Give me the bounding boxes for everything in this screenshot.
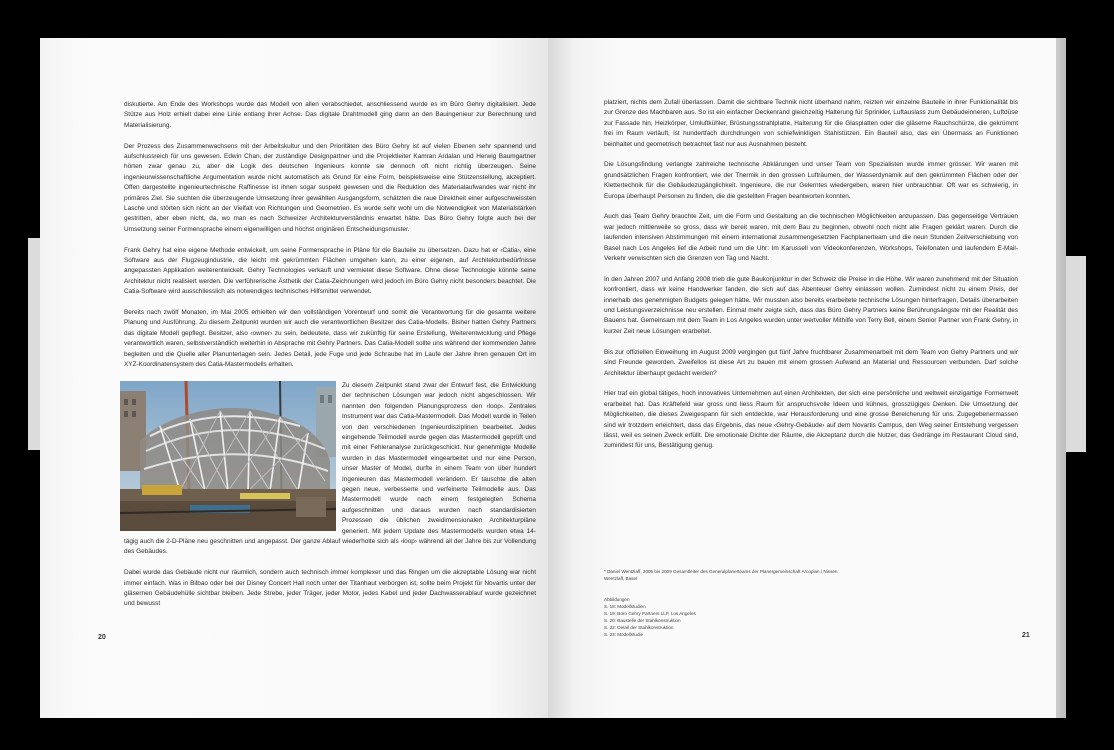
- paragraph: In den Jahren 2007 und Anfang 2008 trieb die gute Baukonjunktur in der Schweiz die Preise in die Höhe. Wir waren zunehmend mit der Situation konfrontiert, dass wir keine Handwerker fanden, die sich auf das Abenteuer Gehry einlassen wollen. Zumindest nicht zu einem Preis, der innerhalb des genehmigten Budgets gelegen hätte. Wir mussten also bereits erarbeitete technische Lösungen hinterfragen, Details überarbeiten und Leistungsverzeichnisse neu erstellen. Einmal mehr zeigte sich, dass das Büro Gehry Partners keine Berührungsängste mit der Realität des Bauens hat. Gemeinsam mit dem Team in Los Angeles wurden unter wertvoller Mithilfe von Terry Bell, einem Senior Partner von Frank Gehry, in kurzer Zeit neue Lösungen erarbeitet.: [604, 275, 1018, 335]
- paragraph: Zu diesem Zeitpunkt stand zwar der Entwurf fest, die Entwicklung der technischen Lösungen war jedoch nicht abgeschlossen. Wir nannten den folgenden Planungsprozess den ‹loop›. Zentrales Instrument war das Catia-Mastermodell. Das Modell wurde in Teilen von den verschiedenen Ingenieurdisziplinen bearbeitet. Jedes eingehende Teilmodell wurde gegen das Mastermodell geprüft und mit einer Fehleranalyse zurückgeschickt. Nur genehmigte Modelle wurden in das Mastermodell eingearbeitet und nur eine Person, unser Master of Model, durfte in einem Team von über hundert Ingenieuren das Mastermodell verändern. Er tauschte die alten gegen neue, verbesserte und verfeinerte Teilmodelle aus. Das Mastermodell wurde nach einem festgelegten Schema aufgeschnitten und daraus wurden nach standardisierten Prozessen die üblichen zweidimensionalen Architekturpläne generiert. Mit jedem Update des Mastermodells wurden etwa 14-tägig auch die 2-D-Pläne neu geschnitten und angepasst. Der ganze Ablauf wiederholte sich als ‹loop› während all der Jahre bis zur Vollendung des Gebäudes.: [124, 381, 536, 556]
- page-number-left: 20: [98, 634, 106, 641]
- right-page-edge: [1066, 256, 1086, 452]
- paragraph: Der Prozess des Zusammenwachsens mit der Arbeitskultur und den Prioritäten des Büro Gehry ist auf vielen Ebenen sehr spannend und aufschlussreich für uns gewesen. Edwin Chan, der zuständige Designpartner und die Projektleiter Kamran Ardalan und Herwig Baumgartner hörten zwar genau zu, aber die Logik des deutschen Ingenieurs konnte sie dennoch oft nicht richtig überzeugen. Seine ingenieurwissenschaftliche Argumentation wurde nicht automatisch als Grund für eine Form, beispielsweise eine Stützenstellung, akzeptiert. Offen dargestellte ingenieurtechnische Raffinesse ist ihnen sogar suspekt gewesen und die Reduktion des Materialaufwandes war nicht ihr primäres Ziel. Sie suchten die überzeugende Umsetzung ihrer gewählten Ausgangsform, schätzten die raue Direktheit einer aufgeschweissten Lasche und störten sich nicht an der Vielfalt von Richtungen und Geometrien. Es wurde sehr wohl um die Notwendigkeit von Materialstärken gestritten, aber eben nicht, da, wo man es nach Schweizer Architekturverständnis erwartet hätte. Das Büro Gehry folgte auch bei der Umsetzung seiner Formensprache einem eigenwilligen und höchst originären Entscheidungsmuster.: [124, 142, 536, 233]
- paragraph: platziert, nichts dem Zufall überlassen. Damit die sichtbare Technik nicht überhand nahm, reizten wir einzelne Bauteile in ihrer Funktionalität bis zur Grenze des Machbaren aus. So ist ein einfacher Deckenrand gleichzeitig Halterung für Sprinkler, Luftauslass zum Gebäudeinneren, Luftdüse zur Fassade hin, Heizkörper, Umluftkühler, Brüstungsstrahlplatte, Halterung für die Glasplatten oder die gläserne Rauchschürze, die gekrümmt frei im Raum verläuft, ist hundertfach durchdrungen von schiefwinkligen Stahlstützen. Ein Bauteil also, das ein Übermass an Funktionen beinhaltet und geometrisch betrachtet fast nur aus Ausnahmen besteht.: [604, 99, 1018, 148]
- caption-item: S. 22: Detail der Stahlkonstruktion: [604, 625, 674, 630]
- caption-item: S. 23: Modellstudie: [604, 632, 644, 637]
- right-page: [548, 38, 1056, 718]
- caption-item: S. 20: Baustelle der Stahlkonstruktion: [604, 618, 681, 623]
- paragraph: Frank Gehry hat eine eigene Methode entwickelt, um seine Formensprache in Pläne für die Bauteile zu übersetzen. Dazu hat er ‹Catia›, eine Software aus der Flugzeugindustrie, die leicht mit gekrümmten Flächen umgehen kann, zu einer eigenen, auf Architekturbedürfnisse angepassten Applikation weiterentwickelt. Gehry Technologies verkauft und vermietet diese Software. Ohne diese Technologie könnte seine Architektur nicht realisiert werden. Die verführerische Ästhetik der Catia-Zeichnungen wird jedoch im Büro Gehry nicht besonders beachtet. Die Catia-Software wird ausschliesslich als notwendiges technisches Hilfsmittel verwendet.: [124, 246, 536, 296]
- paragraph: Die Lösungsfindung verlangte zahlreiche technische Abklärungen und unser Team von Spezialisten wurde immer grösser. Wir waren mit grundsätzlichen Fragen konfrontiert, wie der Thermik in den grossen Lufträumen, der Wasserdynamik auf den gekrümmten Flächen oder der Klettertechnik für die Gebäudezugänglichkeit. Ingenieure, die nur Gelerntes wiedergeben, waren hier unbrauchbar. Oft war es schwierig, in Europa überhaupt Personen zu finden, die die gestellten Fragen beantworten konnten.: [604, 161, 1018, 200]
- paragraph: Bis zur offiziellen Einweihung im August 2009 vergingen gut fünf Jahre fruchtbarer Zusammenarbeit mit dem Team von Gehry Partners und wir sind Freunde geworden. Zweifellos ist diese Art zu bauen mit einem grossen Aufwand an Material und Ressourcen verbunden. Darf solche Architektur überhaupt gedacht werden?: [604, 348, 1018, 377]
- steel-structure-photo: [120, 381, 336, 531]
- paragraph: Bereits nach zwölf Monaten, im Mai 2005 erhielten wir den vollständigen Vorentwurf und somit die Verantwortung für die gesamte weitere Planung und Ausführung. Zu diesem Zeitpunkt wurden wir auch die verantwortlichen Besitzer des Catia-Modells. Bisher hatten Gehry Partners das digitale Modell gepflegt. Besitzer, also ‹owner› zu sein, bedeutete, dass wir zukünftig für seine Erstellung, Weiterentwicklung und Pflege verantwortlich waren, selbstverständlich weiterhin in Absprache mit Gehry Partners. Das Catia-Modell sollte uns während der kommenden Jahre begleiten und die Quelle aller Planunterlagen sein. Jedes Detail, jede Fuge und jede Schraube hat im Laufe der Jahre ihren genauen Ort im XYZ-Koordinatensystem des Catia-Mastermodells erhalten.: [124, 309, 536, 369]
- paragraph: Dabei wurde das Gebäude nicht nur räumlich, sondern auch technisch immer komplexer und das Ringen um die akzeptable Lösung war nicht immer einfach. Was in Bilbao oder bei der Disney Concert Hall noch unter der Titanhaut verborgen ist, sollte beim Projekt für Novartis unter der gläsernen Gebäudehülle sichtbar bleiben. Jede Strebe, jeder Träger, jeder Motor, jedes Kabel und jeder Dachwasserablauf wurde gezeichnet und bewusst: [124, 569, 536, 608]
- construction-photo: [120, 381, 336, 531]
- paragraph: Auch das Team Gehry brauchte Zeit, um die Form und Gestaltung an die technischen Möglichkeiten anzupassen. Das gegenseitige Vertrauen war jedoch mittlerweile so gross, dass wir bereit waren, mit dem Bau zu beginnen, obwohl noch nicht alle Fragen geklärt waren. Durch die laufenden intensiven Abstimmungen mit einem international zusammengesetzten Fachplanerteam und die neun Stunden Zeitverschiebung von Basel nach Los Angeles lief die Arbeit rund um die Uhr: Im Karussell von Videokonferenzen, Workshops, Telefonaten und laufendem E-Mail-Verkehr verwischten sich die Grenzen von Tag und Nacht.: [604, 213, 1018, 263]
- left-page: [40, 38, 548, 718]
- caption-item: S. 18: Modellstudien: [604, 604, 646, 609]
- left-text-column: [124, 100, 536, 620]
- captions-title: Abbildungen: [604, 597, 630, 602]
- author-footnote: * Daniel Wentzlaff, 2005 bis 2009 Gesamtleiter des Generalplanerteams der Planergemeinschaft Arcoplan / Nissen Wentzlaff, Basel: [604, 569, 838, 581]
- paragraph: diskutierte. Am Ende des Workshops wurde das Modell von allen verabschiedet, anschliessend wurde es im Büro Gehry digitalisiert. Jede Stütze aus Holz erhielt dabei eine Linie entlang ihrer Achse. Das digitale Drahtmodell ging dann an den Bauingenieur zur Berechnung und Materialisierung.: [124, 101, 536, 129]
- paragraph: Hier traf ein global tätiges, hoch innovatives Unternehmen auf einen Architekten, der sich eine persönliche und weltweit einzigartige Formenwelt erarbeitet hat. Das Kräftefeld war gross und liess Raum für anspruchsvolle Ideen und kühnes, grosszügiges Denken. Die Umsetzung der Möglichkeiten, die dieses Zweigespann für sich entdeckte, war Herausforderung und eine grosse Bereicherung für uns. Zugegebenermassen sind wir trotzdem erleichtert, dass das Ergebnis, das neue ‹Gehry-Gebäude› auf dem Novartis Campus, den Weg seiner Entstehung vergessen lässt, weil es seinen Zweck erfüllt. Die emotionale Dichte der Räume, die Akzeptanz durch die Nutzer, das Gedränge im Restaurant Cloud sind, zumindest für uns, Bestätigung genug.: [604, 390, 1018, 450]
- footnotes: [604, 568, 854, 638]
- right-text-column: [604, 98, 1018, 462]
- caption-item: S. 19: Büro Gehry Partners LLP, Los Angeles: [604, 611, 696, 616]
- page-number-right: 21: [1022, 632, 1030, 639]
